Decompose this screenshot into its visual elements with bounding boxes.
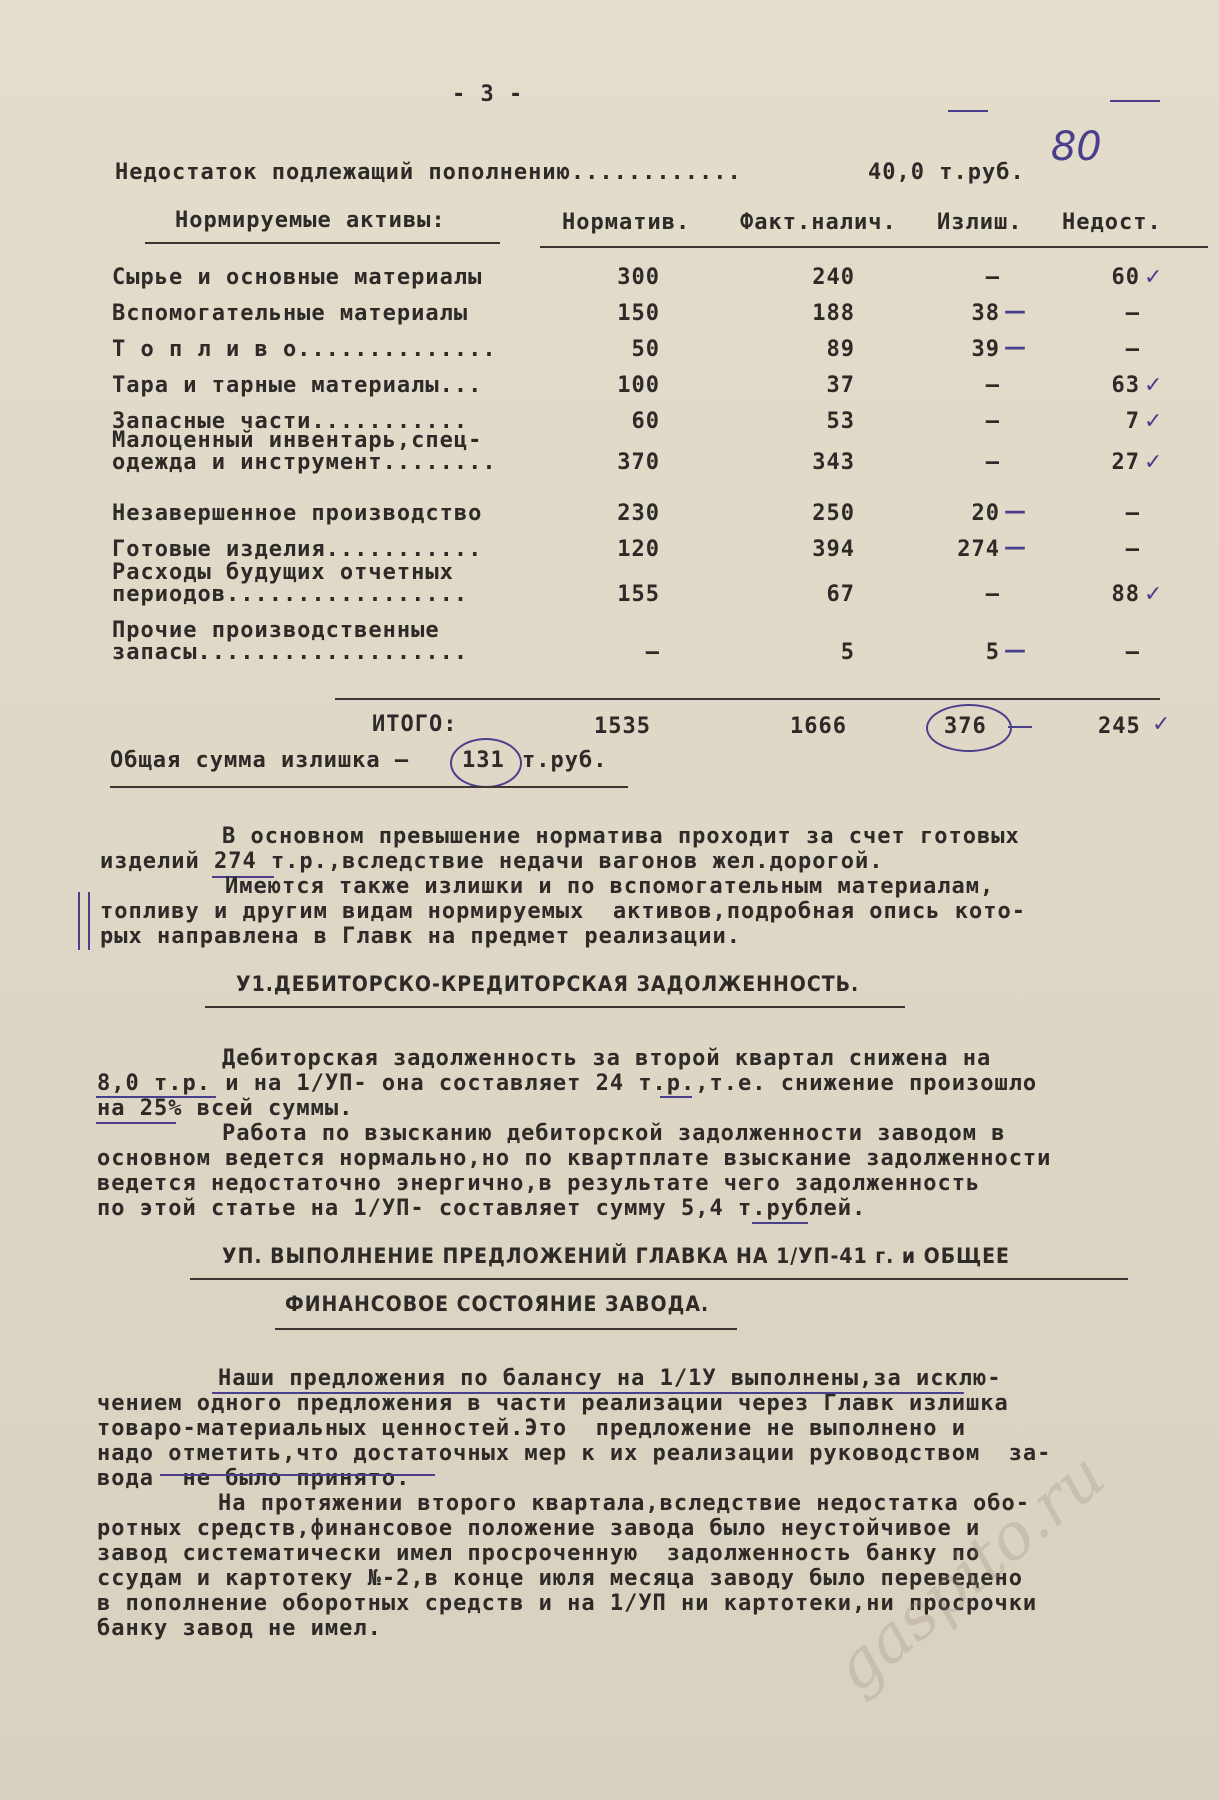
deficit-value: –	[1125, 501, 1140, 526]
table-row	[0, 373, 1219, 403]
asset-name: Сырье и основные материалы	[112, 265, 483, 290]
paragraph3-line: На протяжении второго квартала,вследствие недостатка обо-	[218, 1491, 1030, 1516]
surplus-value: 39	[971, 337, 1000, 362]
paragraph3-line: чением одного предложения в части реализации через Главк излишка	[97, 1391, 1009, 1416]
handwritten-dash: —	[1004, 335, 1027, 360]
check-mark-icon: ✓	[1144, 265, 1164, 290]
paragraph2-line2: 8,0 т.р. и на 1/УП- она составляет 24 т.р.,т.е. снижение произошло	[97, 1071, 1038, 1096]
surplus-value: –	[985, 265, 1000, 290]
header-fact: Факт.налич.	[740, 210, 897, 235]
asset-name: Запасные части...........	[112, 409, 469, 434]
norm-value: 150	[617, 301, 660, 326]
section6-underline	[205, 1006, 905, 1008]
total-surplus-underline	[110, 786, 628, 788]
total-label: ИТОГО:	[372, 712, 458, 737]
paragraph1-line1: В основном превышение норматива проходит за счет готовых	[222, 824, 1020, 849]
norm-value: 155	[617, 582, 660, 607]
handwritten-dash: —	[1004, 638, 1027, 663]
deficit-value: 40,0 т.руб.	[868, 160, 1025, 185]
margin-mark	[78, 892, 90, 950]
paragraph2-line6: ведется недостаточно энергично,в результате чего задолженность	[97, 1171, 981, 1196]
paragraph1-line5: рых направлена в Главк на предмет реализации.	[100, 924, 742, 949]
asset-name: Прочие производственные	[112, 618, 440, 643]
asset-name: запасы...................	[112, 640, 469, 665]
fact-value: 5	[840, 640, 855, 665]
paragraph2-line5: основном ведется нормально,но по квартплате взыскание задолженности	[97, 1146, 1052, 1171]
asset-name: Малоценный инвентарь,спец-	[112, 428, 483, 453]
fact-value: 89	[826, 337, 855, 362]
total-surplus-unit: т.руб.	[522, 748, 608, 773]
deficit-value: –	[1125, 640, 1140, 665]
norm-value: 120	[617, 537, 660, 562]
header-deficit: Недост.	[1062, 210, 1162, 235]
paragraph1-line3: Имеются также излишки и по вспомогательным материалам,	[225, 874, 995, 899]
norm-value: 370	[617, 450, 660, 475]
fact-value: 37	[826, 373, 855, 398]
norm-value: –	[645, 640, 660, 665]
section6-title: У1.ДЕБИТОРСКО-КРЕДИТОРСКАЯ ЗАДОЛЖЕННОСТЬ.	[236, 972, 860, 996]
header-norm: Норматив.	[562, 210, 691, 235]
archive-sheet-number-text: 80	[1050, 124, 1102, 170]
norm-value: 100	[617, 373, 660, 398]
surplus-value: 274	[957, 537, 1000, 562]
norm-value: 300	[617, 265, 660, 290]
section7-title-line1: УП. ВЫПОЛНЕНИЕ ПРЕДЛОЖЕНИЙ ГЛАВКА НА 1/УП-41 г. и ОБЩЕЕ	[222, 1244, 1010, 1268]
section7-underline1	[190, 1278, 1128, 1280]
deficit-value: –	[1125, 537, 1140, 562]
fact-value: 188	[812, 301, 855, 326]
asset-name: одежда и инструмент........	[112, 450, 497, 475]
page-number: - 3 -	[452, 82, 524, 107]
asset-name: Расходы будущих отчетных	[112, 560, 454, 585]
paragraph3-line: ссудам и картотеку №-2,в конце июля месяца заводу было переведено	[97, 1566, 1023, 1591]
surplus-value: 5	[985, 640, 1000, 665]
archive-number-dash	[1110, 100, 1160, 102]
table-row	[0, 501, 1219, 531]
handwritten-underline	[660, 1096, 692, 1098]
total-deficit: 245	[1098, 714, 1141, 739]
paragraph3-line: ротных средств,финансовое положение завода было неустойчивое и	[97, 1516, 981, 1541]
total-surplus: 376	[944, 714, 987, 739]
surplus-value: –	[985, 450, 1000, 475]
surplus-value: 20	[971, 501, 1000, 526]
deficit-value: 63	[1111, 373, 1140, 398]
total-surplus-circle	[926, 704, 1012, 752]
section7-underline2	[275, 1328, 737, 1330]
paragraph1-line2: изделий 274 т.р.,вследствие недачи вагонов жел.дорогой.	[100, 849, 884, 874]
header-underline	[540, 246, 1208, 248]
fact-value: 250	[812, 501, 855, 526]
fact-value: 240	[812, 265, 855, 290]
total-fact: 1666	[790, 714, 847, 739]
watermark: gaspito.ru	[820, 1438, 1120, 1707]
total-surplus-value: 131	[462, 748, 505, 773]
table-row	[0, 265, 1219, 295]
norm-value: 50	[631, 337, 660, 362]
asset-name: Незавершенное производство	[112, 501, 483, 526]
total-surplus-circle	[450, 738, 522, 788]
check-mark-icon: ✓	[1144, 373, 1164, 398]
paragraph3-line: в пополнение оборотных средств и на 1/УП ни картотеки,ни просрочки	[97, 1591, 1038, 1616]
handwritten-underline	[212, 1392, 964, 1394]
archive-sheet-number	[1000, 78, 1102, 216]
asset-name: Готовые изделия...........	[112, 537, 483, 562]
paragraph2-line1: Дебиторская задолженность за второй квартал снижена на	[222, 1046, 992, 1071]
handwritten-underline	[752, 1222, 808, 1224]
norm-value: 230	[617, 501, 660, 526]
handwritten-dash: —	[1004, 299, 1027, 324]
check-mark-icon: ✓	[1152, 712, 1171, 737]
deficit-value: 27	[1111, 450, 1140, 475]
surplus-value: –	[985, 582, 1000, 607]
paragraph2-line3: на 25% всей суммы.	[97, 1096, 354, 1121]
handwritten-dash: —	[1004, 535, 1027, 560]
check-mark-icon: ✓	[1144, 450, 1164, 475]
check-mark-icon: ✓	[1144, 409, 1164, 434]
surplus-value: 38	[971, 301, 1000, 326]
section7-title-line2: ФИНАНСОВОЕ СОСТОЯНИЕ ЗАВОДА.	[285, 1292, 710, 1316]
handwritten-underline	[160, 1474, 435, 1476]
surplus-value: –	[985, 409, 1000, 434]
paragraph3-line: завод систематически имел просроченную задолженность банку по	[97, 1541, 981, 1566]
table-row	[0, 337, 1219, 367]
paragraph3-line: Наши предложения по балансу на 1/1У выполнены,за исклю-	[218, 1366, 1002, 1391]
table-row	[0, 428, 1219, 480]
deficit-value: –	[1125, 301, 1140, 326]
handwritten-dash: —	[1004, 499, 1027, 524]
deficit-value: 7	[1125, 409, 1140, 434]
fact-value: 394	[812, 537, 855, 562]
asset-name: периодов.................	[112, 582, 469, 607]
total-separator	[335, 698, 1160, 700]
header-assets: Нормируемые активы:	[175, 208, 446, 233]
paragraph2-line7: по этой статье на 1/УП- составляет сумму 5,4 т.рублей.	[97, 1196, 867, 1221]
norm-value: 60	[631, 409, 660, 434]
total-surplus-label: Общая сумма излишка –	[110, 748, 410, 773]
paragraph3-line: вода не было принято.	[97, 1466, 411, 1491]
total-surplus-dash	[1008, 726, 1032, 728]
table-row	[0, 301, 1219, 331]
handwritten-underline	[96, 1122, 176, 1124]
fact-value: 343	[812, 450, 855, 475]
table-row	[0, 618, 1219, 670]
deficit-value: 88	[1111, 582, 1140, 607]
header-underline-assets	[145, 242, 500, 244]
check-mark-icon: ✓	[1144, 582, 1164, 607]
paragraph3-line: банку завод не имел.	[97, 1616, 382, 1641]
asset-name: Т о п л и в о..............	[112, 337, 497, 362]
deficit-value: 60	[1111, 265, 1140, 290]
paragraph3-line: надо отметить,что достаточных мер к их реализации руководством за-	[97, 1441, 1052, 1466]
paragraph3-line: товаро-материальных ценностей.Это предложение не выполнено и	[97, 1416, 966, 1441]
fact-value: 53	[826, 409, 855, 434]
surplus-value: –	[985, 373, 1000, 398]
deficit-value: –	[1125, 337, 1140, 362]
fact-value: 67	[826, 582, 855, 607]
paragraph1-line4: топливу и другим видам нормируемых активов,подробная опись кото-	[100, 899, 1026, 924]
archive-number-dash	[948, 110, 988, 112]
asset-name: Вспомогательные материалы	[112, 301, 469, 326]
header-surplus: Излиш.	[937, 210, 1023, 235]
deficit-label: Недостаток подлежащий пополнению............	[115, 160, 742, 185]
paragraph2-line4: Работа по взысканию дебиторской задолженности заводом в	[222, 1121, 1006, 1146]
table-row	[0, 560, 1219, 612]
total-norm: 1535	[594, 714, 651, 739]
asset-name: Тара и тарные материалы...	[112, 373, 483, 398]
